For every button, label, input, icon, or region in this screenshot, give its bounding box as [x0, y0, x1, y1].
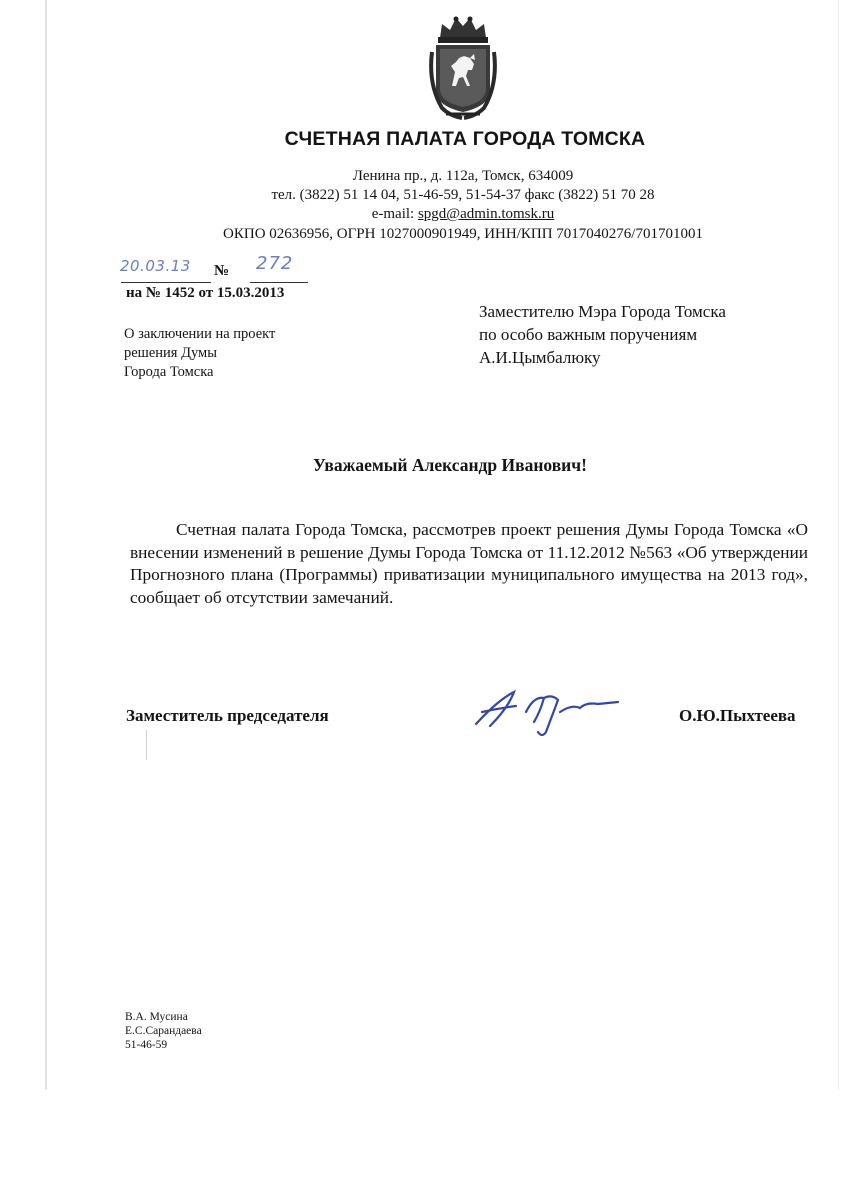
signatory-name: О.Ю.Пыхтеева — [679, 706, 796, 725]
subject-line: О заключении на проект — [124, 326, 276, 342]
addressee-block — [479, 300, 809, 369]
registration-date-handwritten: 20.03.13 — [120, 257, 191, 275]
scan-edge-right — [838, 0, 839, 1090]
salutation: Уважаемый Александр Иванович! — [313, 455, 587, 475]
handwritten-signature-icon — [468, 682, 628, 740]
executor-line: Е.С.Сарандаева — [125, 1025, 202, 1037]
subject-line: Города Томска — [124, 364, 214, 380]
addressee-line: Заместителю Мэра Города Томска — [479, 302, 726, 321]
email-label: e-mail: — [371, 206, 418, 222]
organization-email — [100, 206, 826, 223]
organization-name: СЧЕТНАЯ ПАЛАТА ГОРОДА ТОМСКА — [284, 128, 646, 150]
registration-number-sign: № — [214, 263, 230, 279]
reference-line: на № 1452 от 15.03.2013 — [126, 285, 285, 301]
letter-subject — [124, 325, 344, 382]
addressee-line: по особо важным поручениям — [479, 325, 698, 344]
letter-body: Счетная палата Города Томска, рассмотрев проект решения Думы Города Томска «О внесении изменений в решение Думы Города Томска от 11.12.2012 №563 «Об утверждении Прогнозного плана (Программы) приватизации муниципального имущества на 2013 год», сообщает об отсутствии замечаний. — [130, 520, 808, 607]
subject-line: решения Думы — [124, 345, 217, 361]
organization-phones: тел. (3822) 51 14 04, 51-46-59, 51-54-37 факс (3822) 51 70 28 — [271, 187, 655, 203]
executor-phone: 51-46-59 — [125, 1039, 168, 1051]
scan-edge-left — [45, 0, 47, 1090]
email-link[interactable]: spgd@admin.tomsk.ru — [417, 206, 555, 222]
signatory-title: Заместитель председателя — [126, 706, 329, 725]
executors-block — [125, 1010, 202, 1052]
executor-line: В.А. Мусина — [125, 1011, 188, 1023]
city-emblem-icon — [428, 14, 498, 120]
organization-address: Ленина пр., д. 112а, Томск, 634009 — [352, 168, 574, 184]
addressee-line: А.И.Цымбалюку — [479, 348, 601, 367]
scan-artifact — [146, 730, 147, 760]
number-underline — [250, 282, 308, 283]
registration-number-handwritten: 272 — [256, 253, 294, 274]
date-underline — [121, 282, 211, 283]
organization-codes: ОКПО 02636956, ОГРН 1027000901949, ИНН/КПП 7017040276/701701001 — [223, 226, 703, 242]
